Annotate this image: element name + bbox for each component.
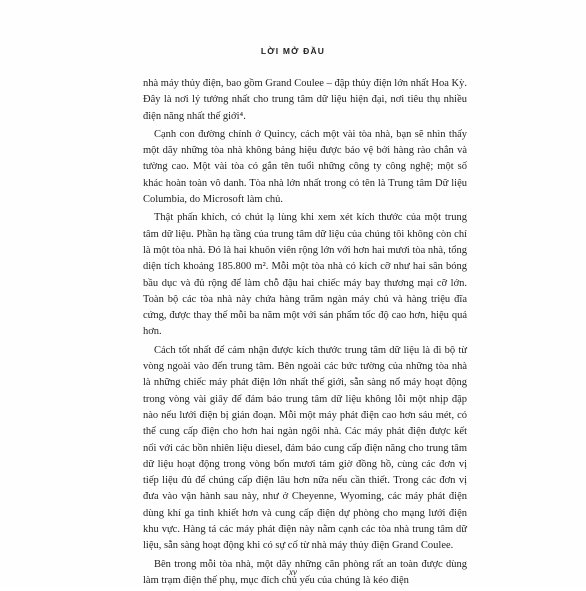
paragraph-substations: Bên trong mỗi tòa nhà, một dãy những căn phòng rất an toàn được dùng làm trạm điện thế phụ, mục đích chủ yếu của chúng là kéo điện (143, 558, 467, 586)
page-number: xv (289, 567, 297, 577)
running-title: LỜI MỞ ĐẦU (260, 46, 326, 56)
paragraph-data-center-size: Thật phấn khích, có chút lạ lùng khi xem xét kích thước của một trung tâm dữ liệu. Phần hạ tầng của trung tâm dữ liệu của chúng tôi không còn chỉ là một tòa nhà. Đó là hai khuôn viên rộng lớn với hơn hai mươi tòa nhà, tổng diện tích khoảng 185.800 m². Mỗi một tòa nhà có kích cỡ như hai sân bóng bầu dục và đủ rộng để làm chỗ đậu hai chiếc máy bay thương mại cỡ lớn. Toàn bộ các tòa nhà này chứa hàng trăm ngàn máy chủ và hàng triệu đĩa cứng, được thay thế mỗi ba năm một với sản phẩm tốc độ cao hơn, hiệu quả hơn. (143, 212, 467, 338)
body-text (143, 76, 467, 591)
paragraph-quincy-street: Cạnh con đường chính ở Quincy, cách một vài tòa nhà, bạn sẽ nhìn thấy một dãy những tòa nhà không bảng hiệu được bảo vệ bởi hàng rào chắn và tường cao. Một vài tòa có gắn tên tuổi những công ty công nghệ; một số khác hoàn toàn vô danh. Tòa nhà lớn nhất trong có tên là Trung tâm Dữ liệu Columbia, do Microsoft làm chủ. (143, 128, 467, 206)
paragraph-continued: nhà máy thủy điện, bao gồm Grand Coulee – đập thủy điện lớn nhất Hoa Kỳ. Đây là nơi lý tưởng nhất cho trung tâm dữ liệu hiện đại, nơi tiêu thụ nhiều điện năng nhất thế giới⁴. (143, 78, 467, 122)
paragraph-generators: Cách tốt nhất để cảm nhận được kích thước trung tâm dữ liệu là đi bộ từ vòng ngoài vào đến trung tâm. Bên ngoài các bức tường của những tòa nhà là những chiếc máy phát điện lớn nhất thế giới, sẵn sàng nổ máy hoạt động trong vòng vài giây để đảm bảo trung tâm dữ liệu không lỗi một nhịp đập nào nếu lưới điện bị gián đoạn. Mỗi một máy phát điện cao hơn sáu mét, có thể cung cấp điện cho hơn hai ngàn ngôi nhà. Các máy phát điện được kết nối với các bồn nhiên liệu diesel, đảm bảo cung cấp điện năng cho trung tâm dữ liệu hoạt động trong vòng bốn mươi tám giờ đồng hồ, cùng các đơn vị tiếp liệu đủ để chúng cấp điện lâu hơn nữa nếu cần thiết. Trong các đơn vị đưa vào vận hành sau này, như ở Cheyenne, Wyoming, các máy phát điện dùng khí ga tinh khiết hơn và cung cấp điện dự phòng cho mạng lưới điện khu vực. Hàng tá các máy phát điện này nằm cạnh các tòa nhà trung tâm dữ liệu, sẵn sàng hoạt động khi có sự cố từ nhà máy thủy điện Grand Coulee. (143, 344, 467, 552)
